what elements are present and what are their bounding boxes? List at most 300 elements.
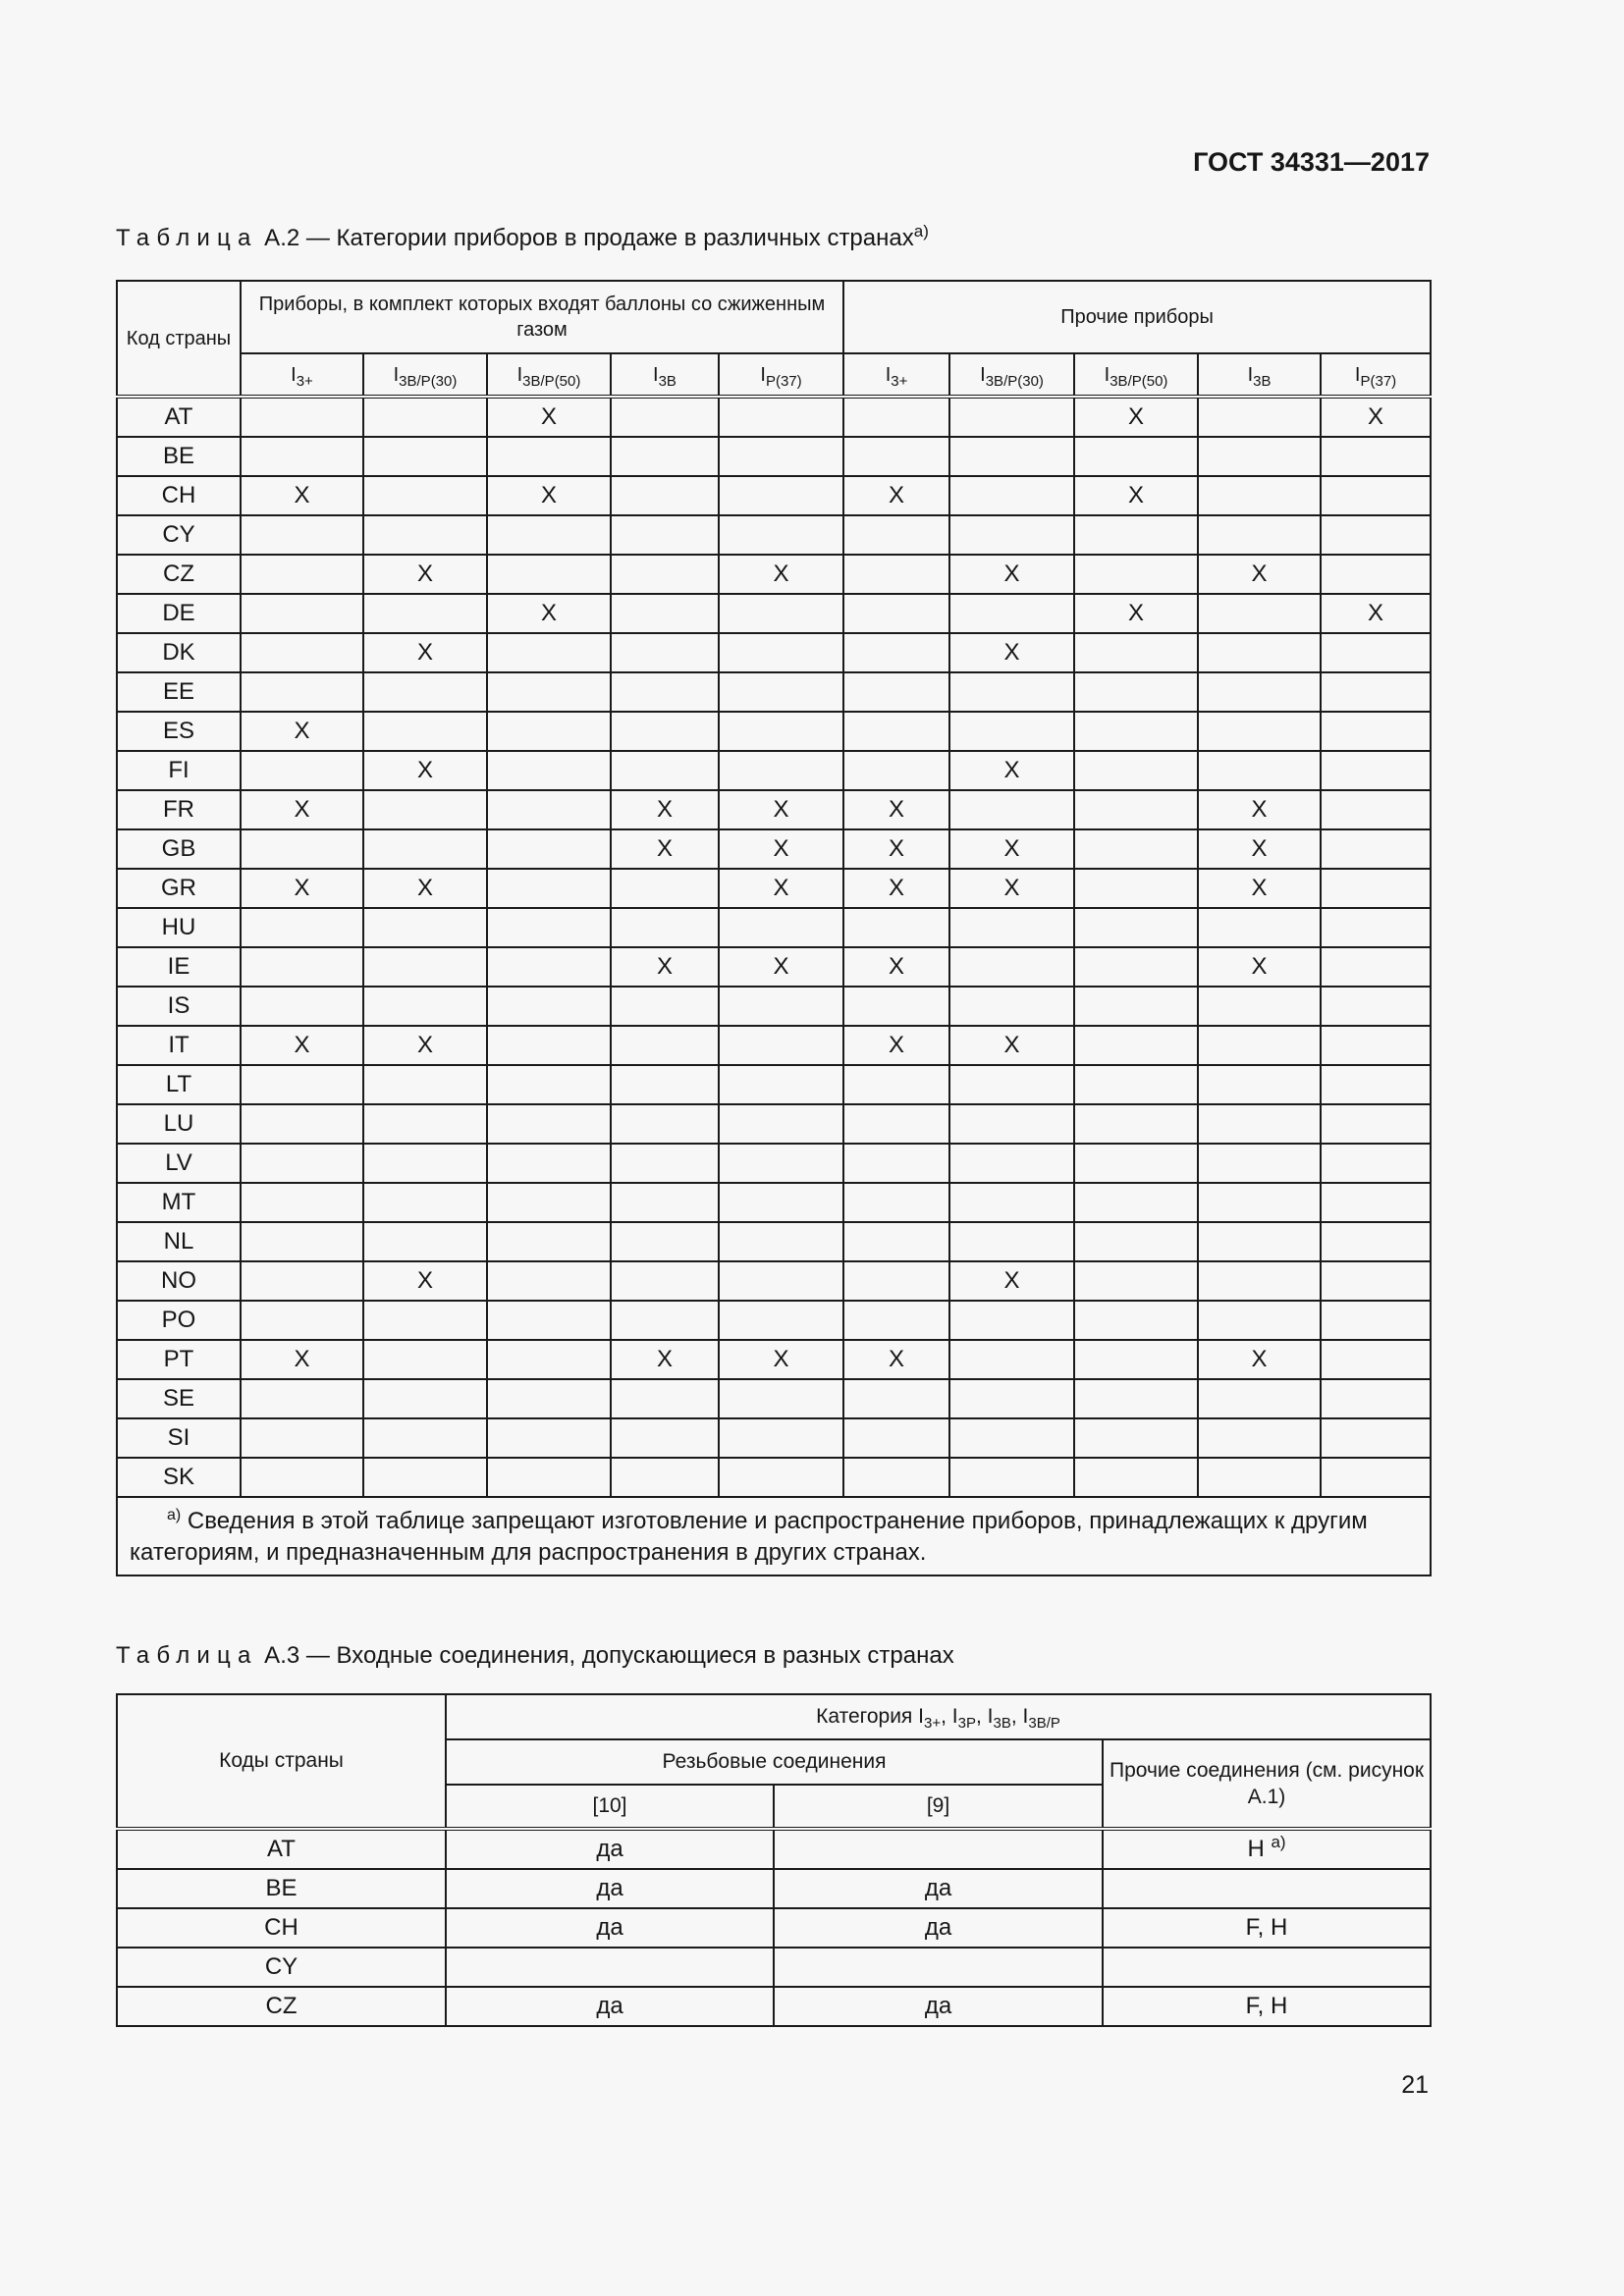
mark-cell	[1321, 437, 1431, 476]
mark-cell	[1074, 672, 1198, 712]
table-row	[117, 555, 1431, 594]
country-code-cell: LT	[117, 1065, 241, 1104]
mark-cell: X	[1198, 555, 1321, 594]
caption-prefix: Таблица	[116, 1642, 258, 1669]
mark-cell	[611, 1261, 719, 1301]
mark-cell	[1198, 397, 1321, 437]
mark-cell	[611, 712, 719, 751]
table-row	[117, 1908, 1431, 1948]
table-row	[117, 1458, 1431, 1497]
category-header	[949, 353, 1074, 397]
table-row	[117, 594, 1431, 633]
table-row	[117, 1340, 1431, 1379]
mark-cell	[843, 633, 949, 672]
mark-cell: X	[611, 947, 719, 987]
mark-cell	[1321, 751, 1431, 790]
mark-cell	[363, 397, 487, 437]
mark-cell	[363, 594, 487, 633]
header-ref-10: [10]	[446, 1785, 774, 1829]
other-connection-value: F, H	[1245, 1914, 1288, 1941]
mark-cell	[363, 1340, 487, 1379]
mark-cell	[719, 1458, 843, 1497]
mark-cell	[1321, 1340, 1431, 1379]
table-row	[117, 1065, 1431, 1104]
mark-cell	[1321, 672, 1431, 712]
category-header	[241, 353, 363, 397]
table-row	[117, 1144, 1431, 1183]
mark-cell	[611, 633, 719, 672]
mark-cell	[1198, 515, 1321, 555]
mark-cell	[949, 1065, 1074, 1104]
mark-cell	[611, 1418, 719, 1458]
mark-cell	[363, 1183, 487, 1222]
category-header	[719, 353, 843, 397]
mark-cell	[241, 1183, 363, 1222]
mark-cell	[363, 515, 487, 555]
table-row	[117, 1183, 1431, 1222]
mark-cell: X	[487, 476, 611, 515]
category-subscript: 3B/P(30)	[399, 372, 458, 390]
mark-cell	[241, 1261, 363, 1301]
mark-cell	[363, 987, 487, 1026]
category-base: I	[1104, 363, 1110, 386]
table-row	[117, 1301, 1431, 1340]
mark-cell	[1074, 1301, 1198, 1340]
mark-cell	[363, 437, 487, 476]
mark-cell	[1074, 515, 1198, 555]
mark-cell: X	[611, 829, 719, 869]
mark-cell	[1198, 1222, 1321, 1261]
mark-cell: X	[363, 869, 487, 908]
mark-cell	[719, 1065, 843, 1104]
table-row	[117, 751, 1431, 790]
country-code-cell: MT	[117, 1183, 241, 1222]
mark-cell	[949, 987, 1074, 1026]
mark-cell	[611, 515, 719, 555]
category-base: I	[918, 1705, 924, 1729]
table-row	[117, 1948, 1431, 1987]
mark-cell	[1321, 1222, 1431, 1261]
mark-cell: X	[611, 790, 719, 829]
category-header	[843, 353, 949, 397]
mark-cell: X	[487, 397, 611, 437]
mark-cell: X	[1198, 947, 1321, 987]
table-row	[117, 1261, 1431, 1301]
other-connection-cell	[1103, 1987, 1431, 2026]
category-subscript: 3B/P(30)	[985, 372, 1044, 390]
mark-cell	[949, 1340, 1074, 1379]
mark-cell: X	[363, 1026, 487, 1065]
mark-cell	[949, 672, 1074, 712]
mark-cell	[719, 397, 843, 437]
mark-cell: X	[843, 1026, 949, 1065]
header-category	[446, 1694, 1431, 1739]
table-row	[117, 712, 1431, 751]
mark-cell	[487, 437, 611, 476]
mark-cell: X	[241, 1026, 363, 1065]
mark-cell	[487, 515, 611, 555]
country-code-cell: NL	[117, 1222, 241, 1261]
mark-cell: X	[1321, 594, 1431, 633]
caption-footnote-mark: а)	[913, 222, 929, 240]
category-base: I	[760, 363, 766, 386]
country-code-cell: IE	[117, 947, 241, 987]
category-header	[1074, 353, 1198, 397]
category-base: I	[885, 363, 892, 386]
document-id: ГОСТ 34331—2017	[1193, 147, 1430, 177]
mark-cell	[949, 437, 1074, 476]
mark-cell	[949, 908, 1074, 947]
country-code-cell: AT	[117, 1829, 446, 1869]
mark-cell	[241, 1458, 363, 1497]
category-subscript: 3B/P(50)	[1110, 372, 1168, 390]
mark-cell: X	[719, 555, 843, 594]
connection-cell	[446, 1948, 774, 1987]
category-header	[1321, 353, 1431, 397]
category-header	[487, 353, 611, 397]
mark-cell: X	[611, 1340, 719, 1379]
mark-cell	[611, 908, 719, 947]
page-number: 21	[1401, 2071, 1429, 2099]
country-code-cell: GB	[117, 829, 241, 869]
mark-cell	[1321, 987, 1431, 1026]
category-separator: ,	[941, 1705, 952, 1729]
mark-cell	[949, 1104, 1074, 1144]
mark-cell: X	[1198, 829, 1321, 869]
mark-cell	[843, 908, 949, 947]
category-base: I	[653, 363, 659, 386]
mark-cell	[1074, 947, 1198, 987]
mark-cell	[363, 947, 487, 987]
mark-cell	[949, 947, 1074, 987]
country-code-cell: ES	[117, 712, 241, 751]
table-row	[117, 1829, 1431, 1869]
mark-cell: X	[1321, 397, 1431, 437]
mark-cell	[487, 1026, 611, 1065]
country-code-cell: IS	[117, 987, 241, 1026]
mark-cell	[843, 1261, 949, 1301]
category-base: I	[987, 1705, 994, 1729]
mark-cell: X	[843, 1340, 949, 1379]
mark-cell	[487, 908, 611, 947]
mark-cell	[363, 1379, 487, 1418]
mark-cell: X	[949, 633, 1074, 672]
mark-cell	[719, 1104, 843, 1144]
country-code-cell: CZ	[117, 1987, 446, 2026]
mark-cell	[1198, 1418, 1321, 1458]
category-base: I	[393, 363, 400, 386]
mark-cell	[241, 555, 363, 594]
category-base: I	[1354, 363, 1361, 386]
mark-cell	[719, 633, 843, 672]
mark-cell	[487, 1379, 611, 1418]
mark-cell	[241, 672, 363, 712]
mark-cell	[1074, 1183, 1198, 1222]
mark-cell	[363, 1418, 487, 1458]
mark-cell	[843, 1458, 949, 1497]
mark-cell	[611, 1379, 719, 1418]
mark-cell	[1198, 1261, 1321, 1301]
mark-cell	[1074, 555, 1198, 594]
table-row	[117, 829, 1431, 869]
mark-cell	[241, 594, 363, 633]
table-row	[117, 947, 1431, 987]
category-header	[611, 353, 719, 397]
mark-cell	[719, 476, 843, 515]
mark-cell	[241, 1379, 363, 1418]
mark-cell	[487, 1183, 611, 1222]
mark-cell	[363, 672, 487, 712]
mark-cell	[363, 1144, 487, 1183]
table-row	[117, 987, 1431, 1026]
mark-cell	[241, 908, 363, 947]
table-a3-caption	[116, 1642, 954, 1670]
mark-cell	[363, 1065, 487, 1104]
table-row	[117, 1104, 1431, 1144]
table-row	[117, 1222, 1431, 1261]
mark-cell: X	[1198, 869, 1321, 908]
mark-cell	[1321, 1261, 1431, 1301]
connection-cell: да	[446, 1908, 774, 1948]
mark-cell	[843, 594, 949, 633]
mark-cell	[1074, 437, 1198, 476]
mark-cell	[611, 1222, 719, 1261]
footnote-mark: а)	[167, 1507, 182, 1523]
mark-cell	[487, 1104, 611, 1144]
mark-cell	[1198, 672, 1321, 712]
caption-text: А.3 — Входные соединения, допускающиеся в разных странах	[257, 1642, 954, 1669]
table-row	[117, 515, 1431, 555]
header-group-cylinders: Приборы, в комплект которых входят баллоны со сжиженным газом	[241, 281, 843, 353]
mark-cell	[1321, 1065, 1431, 1104]
mark-cell	[719, 712, 843, 751]
mark-cell	[949, 1222, 1074, 1261]
connection-cell: да	[774, 1869, 1103, 1908]
header-ref-9: [9]	[774, 1785, 1103, 1829]
mark-cell	[241, 1301, 363, 1340]
mark-cell	[611, 594, 719, 633]
connection-cell: да	[446, 1869, 774, 1908]
mark-cell	[611, 1458, 719, 1497]
mark-cell	[1198, 1026, 1321, 1065]
mark-cell	[1321, 633, 1431, 672]
table-row	[117, 633, 1431, 672]
mark-cell	[241, 987, 363, 1026]
mark-cell	[487, 751, 611, 790]
other-connection-cell	[1103, 1908, 1431, 1948]
mark-cell	[487, 1065, 611, 1104]
mark-cell	[241, 633, 363, 672]
category-separator: ,	[975, 1705, 988, 1729]
mark-cell	[241, 829, 363, 869]
table-row	[117, 1379, 1431, 1418]
category-separator: ,	[1010, 1705, 1023, 1729]
mark-cell: X	[949, 829, 1074, 869]
mark-cell	[1321, 1026, 1431, 1065]
mark-cell	[1198, 1183, 1321, 1222]
mark-cell	[363, 712, 487, 751]
mark-cell	[843, 1104, 949, 1144]
country-code-cell: CY	[117, 515, 241, 555]
table-row	[117, 790, 1431, 829]
category-label: Категория	[816, 1705, 919, 1729]
mark-cell	[363, 1458, 487, 1497]
mark-cell	[1198, 751, 1321, 790]
mark-cell	[611, 672, 719, 712]
mark-cell	[1321, 869, 1431, 908]
mark-cell	[487, 633, 611, 672]
mark-cell	[719, 908, 843, 947]
mark-cell	[843, 1379, 949, 1418]
mark-cell	[487, 555, 611, 594]
mark-cell	[843, 1301, 949, 1340]
country-code-cell: CY	[117, 1948, 446, 1987]
category-header	[363, 353, 487, 397]
mark-cell: X	[241, 712, 363, 751]
country-code-cell: FR	[117, 790, 241, 829]
mark-cell	[1074, 1144, 1198, 1183]
mark-cell	[1198, 1301, 1321, 1340]
mark-cell	[1074, 1261, 1198, 1301]
country-code-cell: IT	[117, 1026, 241, 1065]
mark-cell: X	[487, 594, 611, 633]
table-row	[117, 869, 1431, 908]
mark-cell	[611, 1183, 719, 1222]
mark-cell: X	[719, 869, 843, 908]
mark-cell: X	[1074, 476, 1198, 515]
mark-cell	[611, 555, 719, 594]
mark-cell	[487, 672, 611, 712]
connection-cell: да	[774, 1987, 1103, 2026]
mark-cell	[1321, 1144, 1431, 1183]
mark-cell	[719, 1222, 843, 1261]
mark-cell	[1074, 1222, 1198, 1261]
mark-cell: X	[241, 476, 363, 515]
mark-cell	[949, 594, 1074, 633]
mark-cell	[1074, 869, 1198, 908]
mark-cell	[487, 1144, 611, 1183]
mark-cell	[1321, 555, 1431, 594]
caption-text: А.2 — Категории приборов в продаже в различных странах	[257, 225, 914, 251]
mark-cell	[719, 1183, 843, 1222]
mark-cell	[241, 947, 363, 987]
mark-cell	[719, 1261, 843, 1301]
mark-cell	[843, 751, 949, 790]
mark-cell	[719, 1379, 843, 1418]
mark-cell	[949, 712, 1074, 751]
mark-cell: X	[1198, 1340, 1321, 1379]
mark-cell: X	[843, 476, 949, 515]
mark-cell	[611, 1144, 719, 1183]
mark-cell	[611, 751, 719, 790]
mark-cell	[719, 594, 843, 633]
mark-cell	[241, 1144, 363, 1183]
mark-cell: X	[949, 869, 1074, 908]
mark-cell	[719, 751, 843, 790]
mark-cell: X	[241, 790, 363, 829]
table-row	[117, 908, 1431, 947]
mark-cell	[1321, 1301, 1431, 1340]
category-subscript: 3+	[923, 1715, 942, 1733]
mark-cell	[611, 437, 719, 476]
mark-cell	[487, 829, 611, 869]
country-code-cell: CZ	[117, 555, 241, 594]
table-a2-caption	[116, 222, 929, 252]
mark-cell	[1321, 1379, 1431, 1418]
mark-cell	[363, 1222, 487, 1261]
mark-cell	[1074, 790, 1198, 829]
mark-cell	[1198, 1458, 1321, 1497]
mark-cell	[487, 1418, 611, 1458]
category-subscript: P(37)	[765, 372, 802, 390]
country-code-cell: DK	[117, 633, 241, 672]
mark-cell	[1074, 908, 1198, 947]
mark-cell	[611, 1301, 719, 1340]
mark-cell	[843, 397, 949, 437]
mark-cell	[241, 515, 363, 555]
mark-cell	[1321, 947, 1431, 987]
category-subscript: 3B	[1253, 372, 1272, 390]
mark-cell	[1074, 1340, 1198, 1379]
mark-cell	[487, 1222, 611, 1261]
mark-cell	[1074, 1065, 1198, 1104]
mark-cell	[1198, 908, 1321, 947]
footnote-text: Сведения в этой таблице запрещают изготовление и распространение приборов, принадлежащих к другим категориям, и предназначенным для распространения в других странах.	[130, 1508, 1368, 1566]
country-code-cell: BE	[117, 1869, 446, 1908]
mark-cell	[1074, 1418, 1198, 1458]
country-code-cell: DE	[117, 594, 241, 633]
other-connection-cell	[1103, 1829, 1431, 1869]
mark-cell: X	[949, 555, 1074, 594]
country-code-cell: NO	[117, 1261, 241, 1301]
mark-cell	[363, 1104, 487, 1144]
mark-cell	[1198, 1104, 1321, 1144]
category-base: I	[980, 363, 986, 386]
mark-cell	[611, 1104, 719, 1144]
mark-cell: X	[843, 869, 949, 908]
category-subscript: 3B/P(50)	[522, 372, 581, 390]
mark-cell: X	[843, 829, 949, 869]
country-code-cell: AT	[117, 397, 241, 437]
mark-cell	[843, 1222, 949, 1261]
mark-cell	[1198, 987, 1321, 1026]
mark-cell	[1321, 515, 1431, 555]
mark-cell	[949, 515, 1074, 555]
category-subscript: 3+	[891, 372, 908, 390]
mark-cell	[843, 437, 949, 476]
table-a2-footnote	[117, 1497, 1431, 1575]
country-code-cell: CH	[117, 476, 241, 515]
header-other-connections: Прочие соединения (см. рисунок А.1)	[1103, 1739, 1431, 1829]
mark-cell	[1074, 1379, 1198, 1418]
mark-cell	[1074, 712, 1198, 751]
table-a3	[116, 1693, 1432, 2027]
other-connection-value: H	[1247, 1836, 1265, 1862]
mark-cell	[1321, 829, 1431, 869]
connection-cell: да	[446, 1987, 774, 2026]
mark-cell: X	[949, 1026, 1074, 1065]
country-code-cell: EE	[117, 672, 241, 712]
category-base: I	[291, 363, 297, 386]
mark-cell	[1321, 1183, 1431, 1222]
mark-cell	[611, 869, 719, 908]
mark-cell	[487, 1261, 611, 1301]
table-row	[117, 1869, 1431, 1908]
mark-cell	[719, 437, 843, 476]
mark-cell	[843, 672, 949, 712]
mark-cell	[241, 437, 363, 476]
mark-cell	[1198, 633, 1321, 672]
